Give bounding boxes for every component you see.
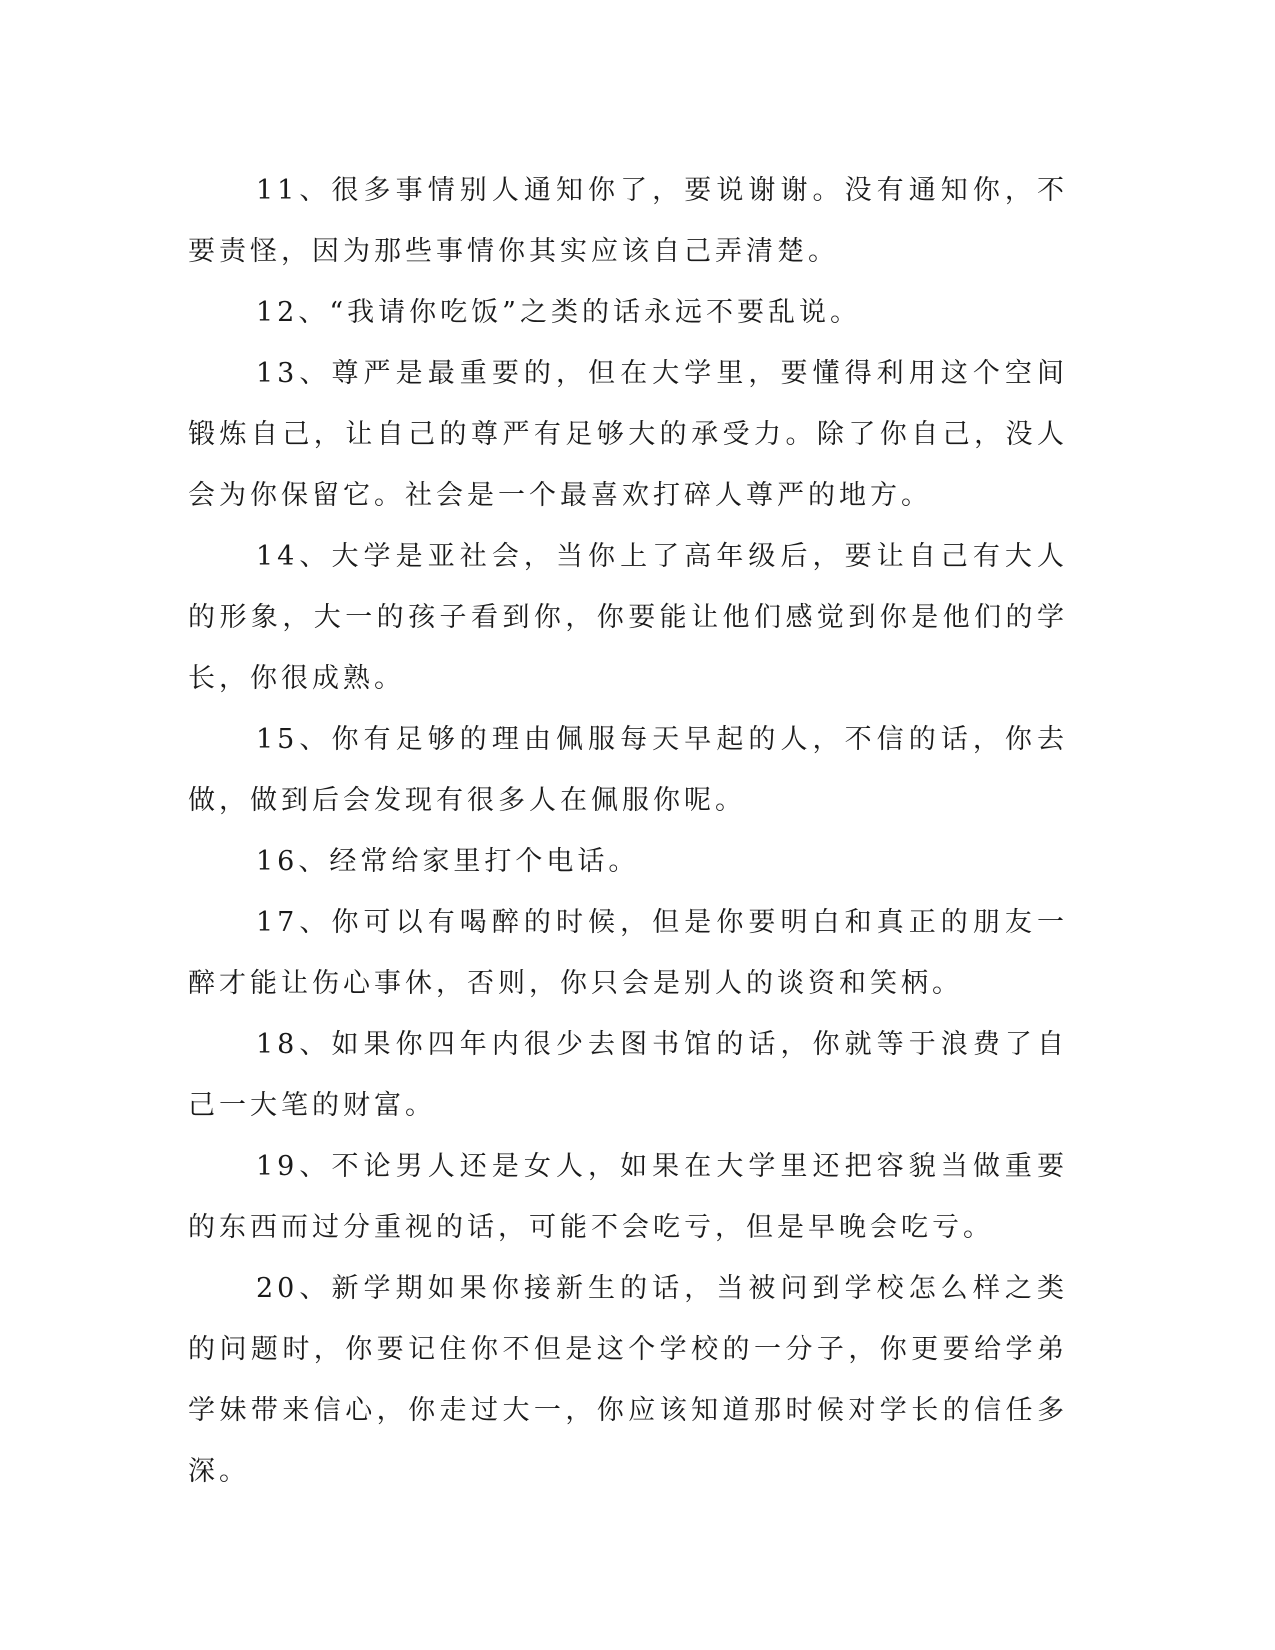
paragraph-19: 19、不论男人还是女人，如果在大学里还把容貌当做重要的东西而过分重视的话，可能不会吃亏，但是早晚会吃亏。	[188, 1151, 1068, 1243]
paragraph-17: 17、你可以有喝醉的时候，但是你要明白和真正的朋友一醉才能让伤心事休，否则，你只会是别人的谈资和笑柄。	[188, 907, 1068, 999]
paragraph-13: 13、尊严是最重要的，但在大学里，要懂得利用这个空间锻炼自己，让自己的尊严有足够大的承受力。除了你自己，没人会为你保留它。社会是一个最喜欢打碎人尊严的地方。	[188, 358, 1068, 511]
paragraph-12: 12、“我请你吃饭”之类的话永远不要乱说。	[256, 297, 861, 328]
paragraph-20: 20、新学期如果你接新生的话，当被问到学校怎么样之类的问题时，你要记住你不但是这个学校的一分子，你更要给学弟学妹带来信心，你走过大一，你应该知道那时候对学长的信任多深。	[188, 1273, 1068, 1487]
document-body	[188, 160, 1068, 1502]
paragraph-14: 14、大学是亚社会，当你上了高年级后，要让自己有大人的形象，大一的孩子看到你，你要能让他们感觉到你是他们的学长，你很成熟。	[188, 541, 1068, 694]
paragraph-11: 11、很多事情别人通知你了，要说谢谢。没有通知你，不要责怪，因为那些事情你其实应该自己弄清楚。	[188, 175, 1068, 267]
paragraph-16: 16、经常给家里打个电话。	[256, 846, 640, 877]
paragraph-15: 15、你有足够的理由佩服每天早起的人，不信的话，你去做，做到后会发现有很多人在佩服你呢。	[188, 724, 1068, 816]
paragraph-18: 18、如果你四年内很少去图书馆的话，你就等于浪费了自己一大笔的财富。	[188, 1029, 1068, 1121]
